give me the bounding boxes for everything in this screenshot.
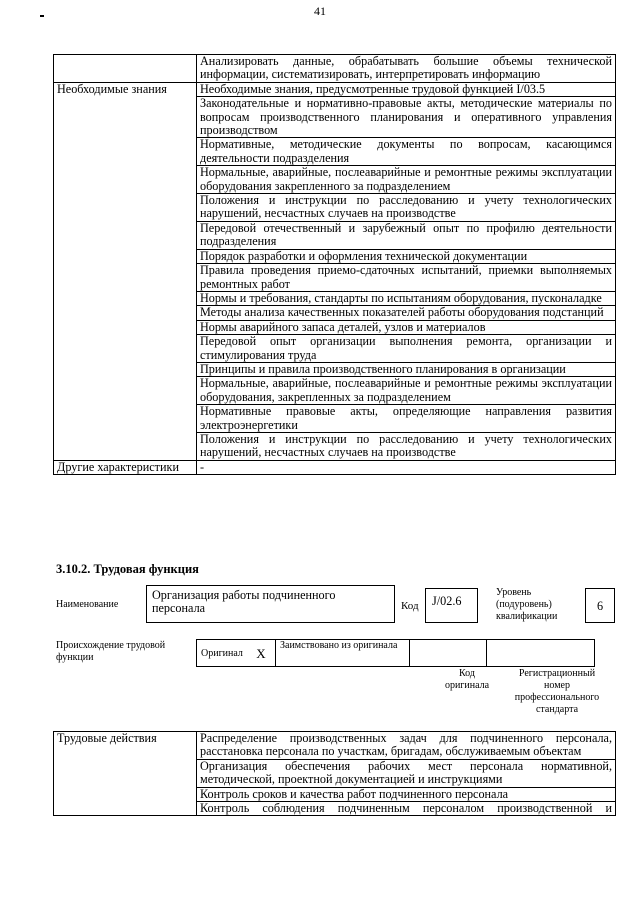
knowledge-item: Передовой опыт организации выполнения ремонта, организации и стимулирования труда (197, 335, 616, 363)
caption-original-code: Код оригинала (444, 668, 490, 691)
actions-table (53, 731, 616, 816)
section-title: 3.10.2. Трудовая функция (56, 562, 199, 576)
actions-label: Трудовые действия (54, 732, 197, 816)
code-label: Код (401, 600, 419, 612)
action-item: Организация обеспечения рабочих мест персонала нормативной, методической, проектной документацией и инструкциями (197, 759, 616, 787)
other-characteristics-value: - (197, 460, 616, 474)
knowledge-item: Методы анализа качественных показателей работы оборудования подстанций (197, 306, 616, 320)
level-label: Уровень (подуровень) квалификации (496, 587, 558, 622)
original-label: Оригинал (197, 640, 248, 667)
knowledge-item: Порядок разработки и оформления технической документации (197, 249, 616, 263)
original-code-cell (410, 640, 487, 667)
knowledge-item: Нормы аварийного запаса деталей, узлов и материалов (197, 320, 616, 334)
origin-table (196, 639, 595, 667)
knowledge-item: Нормативные, методические документы по вопросам, касающимся деятельности подразделения (197, 138, 616, 166)
caption-registration-number: Регистрационный номер профессионального стандарта (514, 668, 600, 715)
code-box: J/02.6 (425, 588, 478, 623)
knowledge-item: Положения и инструкции по расследованию и учету технологических нарушений, несчастных случаев на производстве (197, 194, 616, 222)
knowledge-item: Нормальные, аварийные, послеаварийные и ремонтные режимы эксплуатации оборудования, закрепленных за подразделением (197, 377, 616, 405)
knowledge-label: Необходимые знания (54, 82, 197, 460)
original-mark: X (247, 640, 276, 667)
knowledge-item: Нормативные правовые акты, определяющие направления развития электроэнергетики (197, 405, 616, 433)
knowledge-item: Положения и инструкции по расследованию и учету технологических нарушений, несчастных случаев на производстве (197, 432, 616, 460)
knowledge-item: Нормы и требования, стандарты по испытаниям оборудования, пусконаладке (197, 291, 616, 305)
function-name-box: Организация работы подчиненного персонала (146, 585, 395, 623)
origin-label: Происхождение трудовой функции (56, 640, 166, 663)
knowledge-table (53, 54, 616, 475)
borrowed-label: Заимствовано из оригинала (276, 640, 410, 667)
registration-number-cell (487, 640, 595, 667)
empty-label-cell (54, 55, 197, 83)
knowledge-item: Правила проведения приемо-сдаточных испытаний, приемки выполняемых ремонтных работ (197, 264, 616, 292)
level-box: 6 (585, 588, 615, 623)
knowledge-item: Необходимые знания, предусмотренные трудовой функцией I/03.5 (197, 82, 616, 96)
action-item: Распределение производственных задач для подчиненного персонала, расстановка персонала по участкам, бригадам, обслуживаемым объектам (197, 732, 616, 760)
knowledge-item: Принципы и правила производственного планирования в организации (197, 362, 616, 376)
page-number: 41 (314, 4, 326, 18)
knowledge-item: Нормальные, аварийные, послеаварийные и ремонтные режимы эксплуатации оборудования закрепленного за подразделением (197, 166, 616, 194)
other-characteristics-label: Другие характеристики (54, 460, 197, 474)
knowledge-item: Законодательные и нормативно-правовые акты, методические материалы по вопросам производственного планирования и оперативного управления производством (197, 97, 616, 138)
action-item: Контроль сроков и качества работ подчиненного персонала (197, 787, 616, 801)
action-item: Контроль соблюдения подчиненным персоналом производственной и (197, 802, 616, 816)
skill-cell: Анализировать данные, обрабатывать большие объемы технической информации, систематизировать, интерпретировать информацию (197, 55, 616, 83)
name-label: Наименование (56, 599, 119, 610)
knowledge-item: Передовой отечественный и зарубежный опыт по профилю деятельности подразделения (197, 221, 616, 249)
